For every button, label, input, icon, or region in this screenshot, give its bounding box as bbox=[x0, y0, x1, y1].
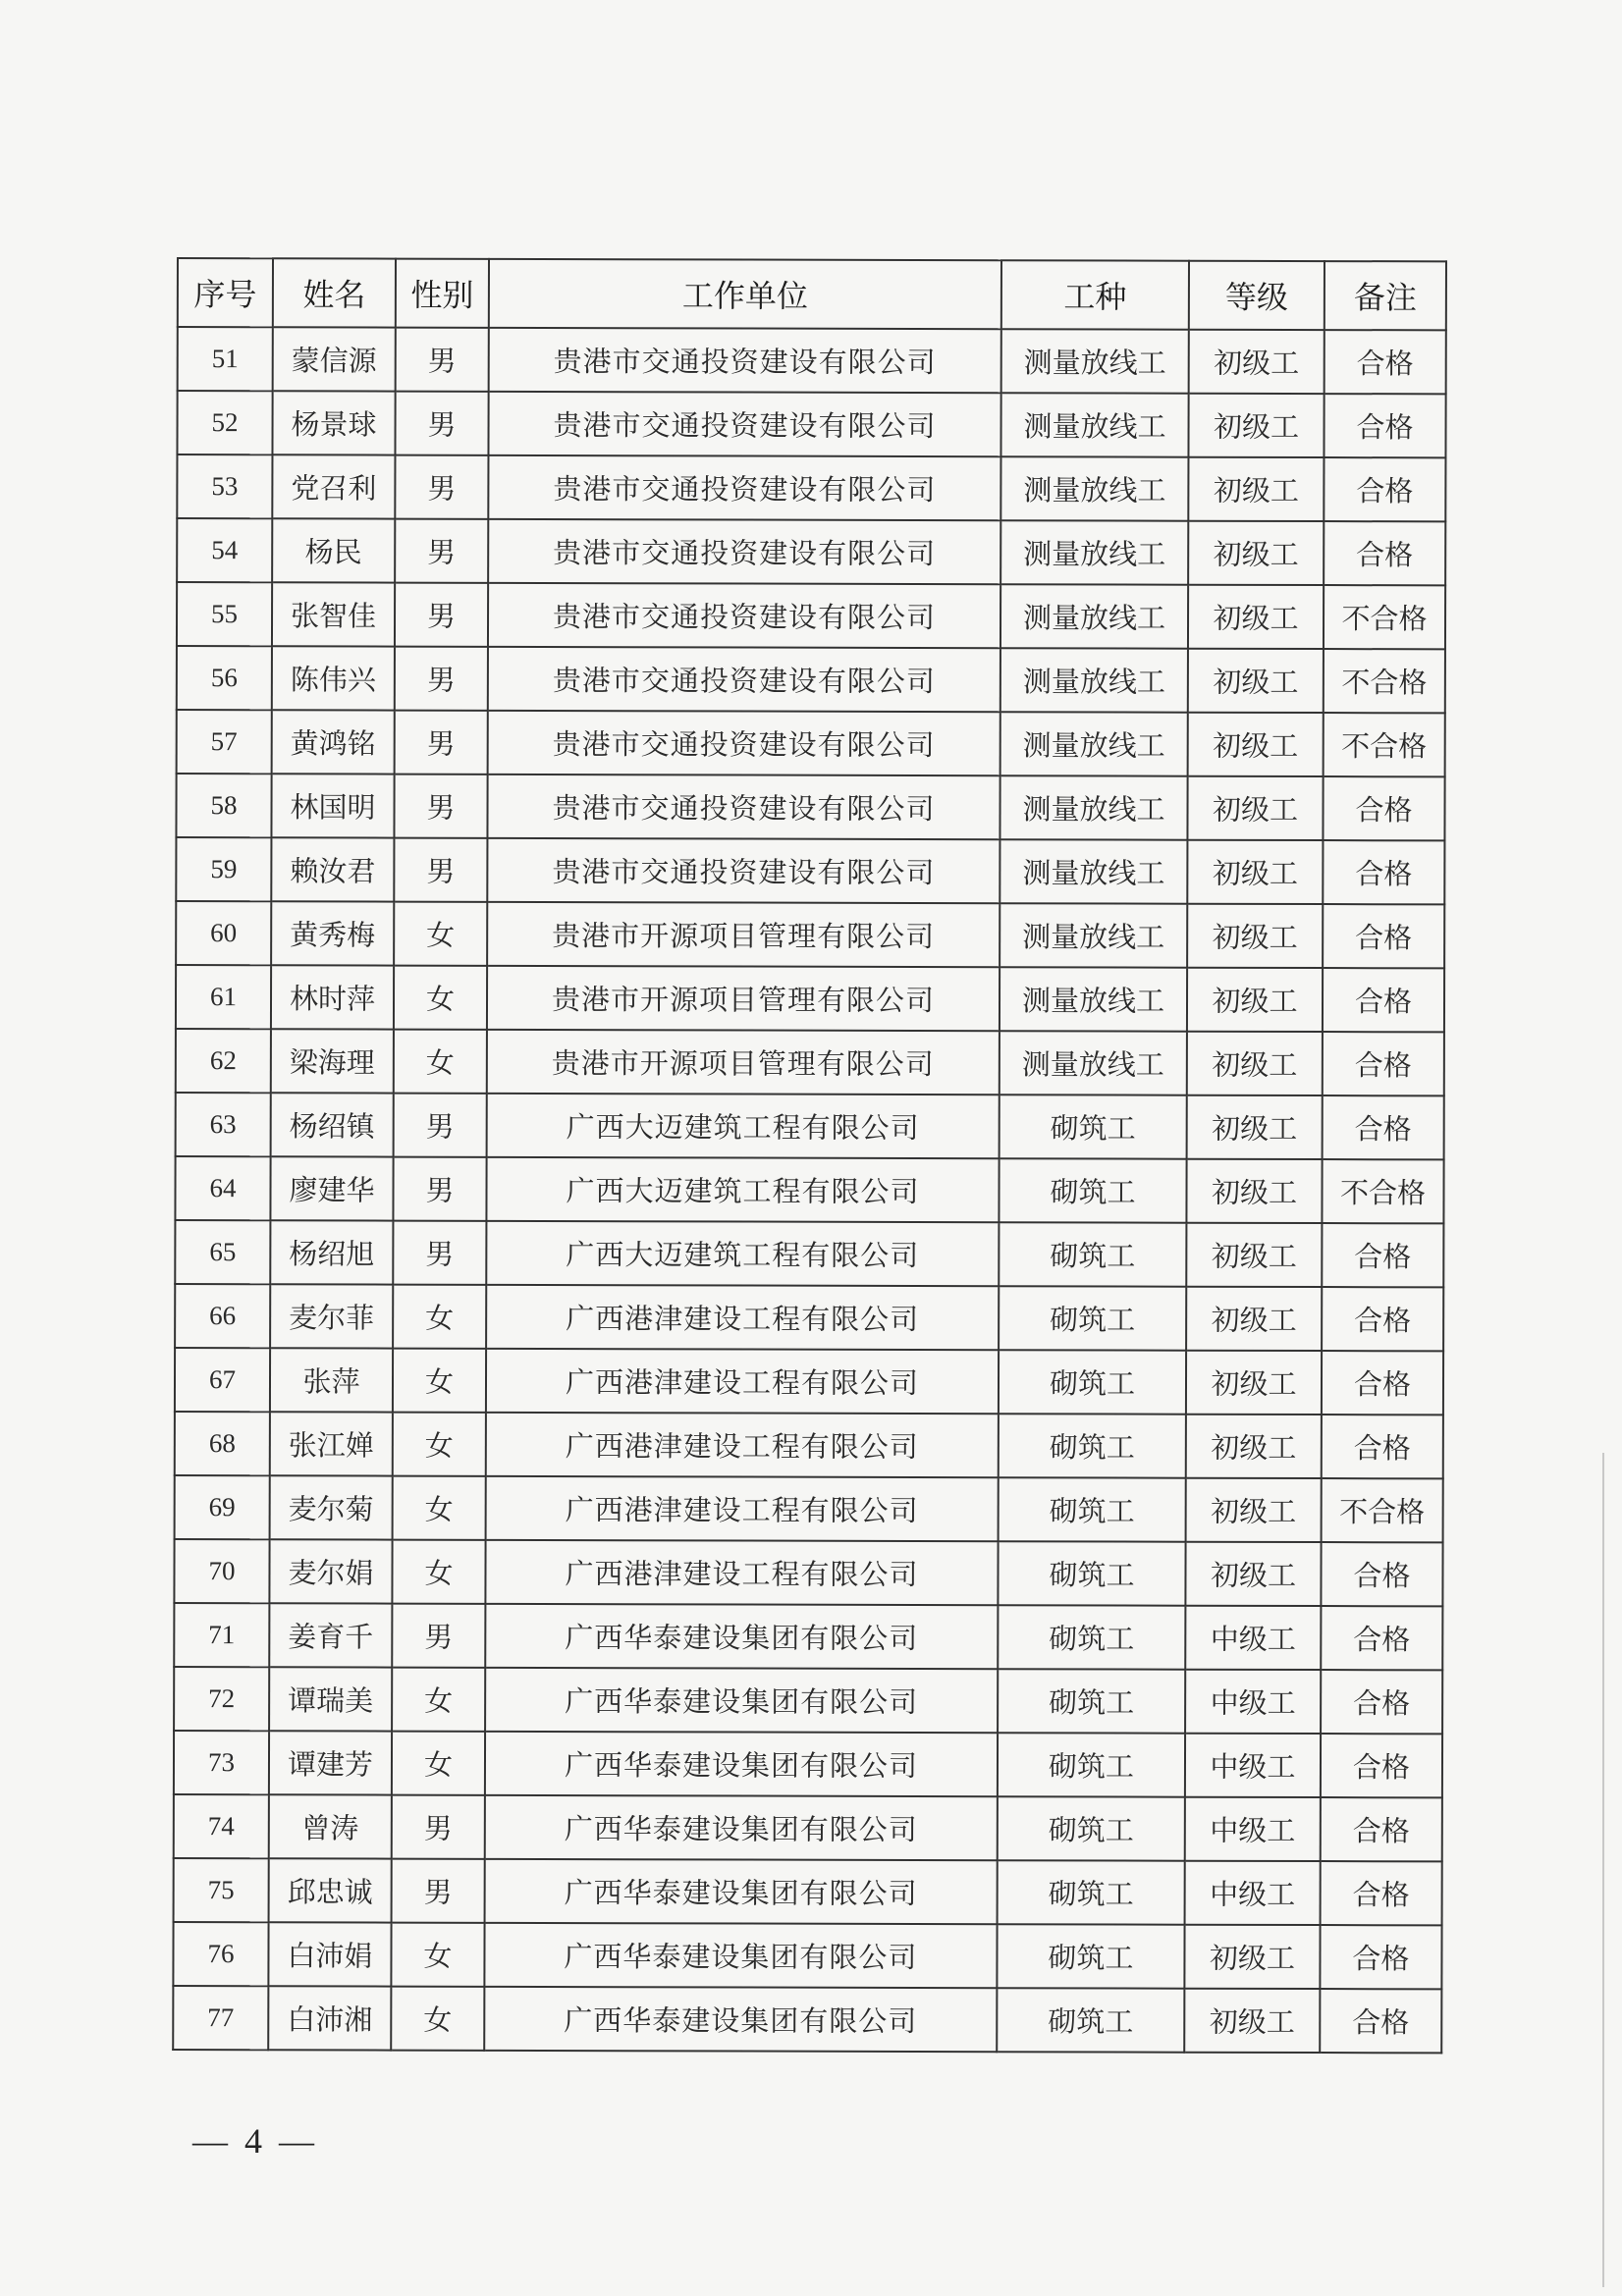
table-row bbox=[174, 1794, 1442, 1861]
cell-remark: 不合格 bbox=[1322, 1478, 1443, 1542]
cell-name: 梁海理 bbox=[271, 1029, 394, 1093]
table-row bbox=[173, 1986, 1441, 2053]
cell-employer: 广西大迈建筑工程有限公司 bbox=[487, 1094, 1000, 1158]
cell-employer: 广西港津建设工程有限公司 bbox=[486, 1413, 999, 1477]
cell-index: 68 bbox=[175, 1412, 270, 1475]
cell-name: 蒙信源 bbox=[273, 327, 396, 391]
table-row bbox=[176, 1029, 1444, 1095]
cell-gender: 男 bbox=[395, 455, 488, 519]
cell-remark: 合格 bbox=[1322, 1351, 1443, 1415]
cell-name: 白沛娟 bbox=[268, 1922, 391, 1986]
cell-gender: 男 bbox=[395, 392, 488, 455]
cell-remark: 合格 bbox=[1321, 1734, 1442, 1797]
cell-level: 初级工 bbox=[1186, 1415, 1322, 1478]
table-row bbox=[175, 1284, 1443, 1351]
cell-trade: 测量放线工 bbox=[1000, 839, 1187, 903]
table-row bbox=[174, 1667, 1442, 1734]
table-row bbox=[175, 1220, 1443, 1287]
cell-employer: 广西港津建设工程有限公司 bbox=[486, 1285, 999, 1350]
cell-employer: 广西华泰建设集团有限公司 bbox=[485, 1668, 998, 1733]
cell-remark: 合格 bbox=[1323, 1032, 1444, 1095]
cell-name: 黄鸿铭 bbox=[272, 710, 395, 774]
cell-level: 初级工 bbox=[1188, 457, 1324, 521]
cell-gender: 女 bbox=[394, 902, 487, 966]
cell-remark: 不合格 bbox=[1324, 585, 1445, 649]
cell-index: 70 bbox=[174, 1539, 269, 1603]
cell-employer: 贵港市开源项目管理有限公司 bbox=[487, 966, 1000, 1031]
cell-remark: 合格 bbox=[1324, 457, 1445, 521]
cell-level: 初级工 bbox=[1188, 649, 1324, 713]
cell-employer: 贵港市交通投资建设有限公司 bbox=[488, 711, 1000, 775]
cell-gender: 男 bbox=[394, 1094, 487, 1157]
cell-index: 73 bbox=[174, 1731, 269, 1794]
cell-index: 71 bbox=[174, 1603, 269, 1667]
cell-trade: 砌筑工 bbox=[999, 1222, 1186, 1286]
roster-table-container bbox=[172, 257, 1445, 2054]
cell-level: 初级工 bbox=[1186, 1159, 1322, 1223]
table-row bbox=[178, 327, 1446, 394]
cell-level: 初级工 bbox=[1187, 904, 1323, 968]
cell-index: 76 bbox=[173, 1922, 268, 1986]
cell-trade: 砌筑工 bbox=[1000, 1095, 1187, 1158]
cell-employer: 贵港市开源项目管理有限公司 bbox=[487, 902, 1000, 967]
cell-employer: 贵港市交通投资建设有限公司 bbox=[488, 647, 1000, 712]
cell-index: 72 bbox=[174, 1667, 269, 1731]
table-row bbox=[177, 454, 1445, 521]
cell-trade: 砌筑工 bbox=[997, 1988, 1184, 2052]
cell-remark: 合格 bbox=[1323, 776, 1444, 840]
cell-trade: 砌筑工 bbox=[999, 1414, 1186, 1477]
cell-gender: 男 bbox=[392, 1604, 485, 1668]
cell-employer: 广西华泰建设集团有限公司 bbox=[485, 1732, 998, 1796]
cell-index: 69 bbox=[175, 1475, 270, 1539]
cell-level: 初级工 bbox=[1184, 1989, 1320, 2053]
table-row bbox=[176, 1093, 1444, 1159]
cell-trade: 测量放线工 bbox=[1000, 1031, 1187, 1095]
table-body bbox=[173, 327, 1446, 2053]
cell-index: 53 bbox=[177, 454, 272, 518]
cell-trade: 测量放线工 bbox=[1000, 967, 1187, 1031]
cell-name: 麦尔菊 bbox=[270, 1475, 393, 1539]
cell-name: 麦尔菲 bbox=[270, 1284, 393, 1348]
header-remark: 备注 bbox=[1325, 261, 1446, 330]
cell-trade: 测量放线工 bbox=[1001, 329, 1189, 393]
cell-employer: 广西大迈建筑工程有限公司 bbox=[486, 1157, 999, 1222]
cell-remark: 合格 bbox=[1321, 1606, 1442, 1670]
cell-employer: 广西华泰建设集团有限公司 bbox=[484, 1923, 997, 1988]
cell-employer: 广西华泰建设集团有限公司 bbox=[485, 1604, 998, 1669]
cell-remark: 合格 bbox=[1320, 1925, 1441, 1989]
cell-name: 杨绍镇 bbox=[271, 1093, 394, 1156]
cell-name: 张萍 bbox=[270, 1348, 393, 1412]
cell-index: 67 bbox=[175, 1348, 270, 1412]
cell-gender: 男 bbox=[396, 328, 489, 392]
cell-level: 初级工 bbox=[1188, 713, 1324, 776]
cell-employer: 贵港市交通投资建设有限公司 bbox=[488, 392, 1000, 456]
cell-remark: 合格 bbox=[1322, 1415, 1443, 1478]
header-index: 序号 bbox=[178, 258, 273, 327]
cell-remark: 不合格 bbox=[1324, 713, 1445, 776]
cell-level: 初级工 bbox=[1185, 1542, 1321, 1606]
cell-name: 陈伟兴 bbox=[272, 646, 395, 710]
cell-level: 中级工 bbox=[1185, 1861, 1321, 1925]
cell-name: 邱忠诚 bbox=[269, 1858, 392, 1922]
cell-remark: 合格 bbox=[1325, 330, 1446, 394]
cell-gender: 女 bbox=[391, 1987, 484, 2051]
cell-gender: 男 bbox=[393, 1157, 486, 1221]
cell-index: 51 bbox=[178, 327, 273, 391]
cell-name: 党召利 bbox=[272, 454, 395, 518]
cell-name: 廖建华 bbox=[270, 1156, 393, 1220]
cell-employer: 贵港市交通投资建设有限公司 bbox=[488, 519, 1000, 584]
cell-gender: 男 bbox=[395, 583, 488, 647]
cell-gender: 男 bbox=[393, 1221, 486, 1285]
cell-name: 姜育千 bbox=[269, 1603, 392, 1667]
cell-level: 初级工 bbox=[1187, 1032, 1323, 1095]
cell-name: 杨民 bbox=[272, 518, 395, 582]
cell-index: 55 bbox=[177, 582, 272, 646]
cell-employer: 贵港市开源项目管理有限公司 bbox=[487, 1030, 1000, 1095]
cell-gender: 女 bbox=[393, 1349, 486, 1413]
cell-trade: 砌筑工 bbox=[998, 1796, 1185, 1860]
cell-trade: 砌筑工 bbox=[998, 1541, 1185, 1605]
cell-trade: 测量放线工 bbox=[1000, 393, 1188, 456]
cell-name: 谭建芳 bbox=[269, 1731, 392, 1794]
cell-remark: 合格 bbox=[1323, 968, 1444, 1032]
cell-gender: 男 bbox=[395, 647, 488, 711]
cell-index: 59 bbox=[176, 837, 271, 901]
cell-trade: 砌筑工 bbox=[999, 1158, 1186, 1222]
page-number: — 4 — bbox=[192, 2121, 318, 2161]
header-gender: 性别 bbox=[396, 259, 489, 328]
cell-trade: 砌筑工 bbox=[999, 1477, 1186, 1541]
cell-trade: 砌筑工 bbox=[998, 1860, 1185, 1924]
table-row bbox=[176, 901, 1444, 968]
cell-gender: 女 bbox=[392, 1732, 485, 1795]
cell-gender: 女 bbox=[392, 1668, 485, 1732]
cell-employer: 贵港市交通投资建设有限公司 bbox=[487, 774, 1000, 839]
cell-index: 64 bbox=[175, 1156, 270, 1220]
cell-remark: 不合格 bbox=[1324, 649, 1445, 713]
cell-name: 杨绍旭 bbox=[270, 1220, 393, 1284]
cell-employer: 贵港市交通投资建设有限公司 bbox=[489, 328, 1001, 393]
cell-level: 初级工 bbox=[1186, 1478, 1322, 1542]
cell-level: 初级工 bbox=[1184, 1925, 1320, 1989]
cell-level: 初级工 bbox=[1188, 394, 1324, 457]
cell-index: 54 bbox=[177, 518, 272, 582]
cell-gender: 男 bbox=[392, 1795, 485, 1859]
cell-trade: 测量放线工 bbox=[1000, 648, 1188, 712]
cell-remark: 合格 bbox=[1322, 1223, 1443, 1287]
cell-remark: 合格 bbox=[1321, 1542, 1442, 1606]
header-level: 等级 bbox=[1189, 261, 1325, 330]
cell-employer: 广西港津建设工程有限公司 bbox=[485, 1540, 998, 1605]
cell-gender: 女 bbox=[394, 1030, 487, 1094]
cell-gender: 女 bbox=[394, 966, 487, 1030]
cell-gender: 男 bbox=[395, 519, 488, 583]
cell-level: 初级工 bbox=[1188, 585, 1324, 649]
table-row bbox=[174, 1539, 1442, 1606]
table-header-row bbox=[178, 258, 1446, 330]
cell-trade: 砌筑工 bbox=[998, 1669, 1185, 1733]
cell-name: 林时萍 bbox=[271, 965, 394, 1029]
cell-trade: 测量放线工 bbox=[1000, 775, 1187, 839]
cell-gender: 女 bbox=[393, 1413, 486, 1476]
table-row bbox=[177, 710, 1445, 776]
cell-level: 初级工 bbox=[1186, 1287, 1322, 1351]
cell-level: 初级工 bbox=[1189, 330, 1325, 394]
cell-level: 初级工 bbox=[1187, 968, 1323, 1032]
cell-name: 黄秀梅 bbox=[271, 901, 394, 965]
cell-gender: 男 bbox=[394, 774, 487, 838]
table-row bbox=[174, 1603, 1442, 1670]
cell-name: 谭瑞美 bbox=[269, 1667, 392, 1731]
cell-trade: 测量放线工 bbox=[1000, 584, 1188, 648]
cell-remark: 合格 bbox=[1320, 1989, 1441, 2053]
table-row bbox=[175, 1475, 1443, 1542]
table-row bbox=[173, 1922, 1441, 1989]
cell-level: 初级工 bbox=[1187, 1095, 1323, 1159]
cell-name: 张江婵 bbox=[270, 1412, 393, 1475]
table-row bbox=[174, 1858, 1442, 1925]
cell-name: 赖汝君 bbox=[271, 837, 394, 901]
cell-employer: 贵港市交通投资建设有限公司 bbox=[487, 838, 1000, 903]
cell-name: 杨景球 bbox=[272, 391, 395, 454]
cell-index: 62 bbox=[176, 1029, 271, 1093]
cell-name: 林国明 bbox=[271, 774, 394, 837]
cell-index: 58 bbox=[176, 774, 271, 837]
cell-trade: 砌筑工 bbox=[999, 1286, 1186, 1350]
cell-gender: 男 bbox=[392, 1859, 485, 1923]
cell-index: 56 bbox=[177, 646, 272, 710]
cell-trade: 砌筑工 bbox=[998, 1605, 1185, 1669]
cell-level: 初级工 bbox=[1186, 1223, 1322, 1287]
roster-table bbox=[172, 257, 1447, 2054]
table-row bbox=[176, 774, 1444, 840]
table-row bbox=[177, 518, 1445, 585]
cell-employer: 贵港市交通投资建设有限公司 bbox=[488, 455, 1000, 520]
cell-remark: 合格 bbox=[1323, 840, 1444, 904]
cell-employer: 广西港津建设工程有限公司 bbox=[486, 1476, 999, 1541]
cell-employer: 广西华泰建设集团有限公司 bbox=[485, 1795, 998, 1860]
cell-index: 65 bbox=[175, 1220, 270, 1284]
cell-remark: 合格 bbox=[1324, 521, 1445, 585]
header-name: 姓名 bbox=[273, 258, 396, 327]
cell-index: 74 bbox=[174, 1794, 269, 1858]
header-employer: 工作单位 bbox=[489, 259, 1001, 329]
cell-gender: 女 bbox=[391, 1923, 484, 1987]
cell-level: 初级工 bbox=[1187, 776, 1323, 840]
cell-index: 63 bbox=[176, 1093, 271, 1156]
scan-edge-line bbox=[1602, 1453, 1604, 2287]
table-row bbox=[175, 1156, 1443, 1223]
cell-employer: 广西港津建设工程有限公司 bbox=[486, 1349, 999, 1414]
cell-name: 白沛湘 bbox=[268, 1986, 391, 2050]
cell-index: 52 bbox=[177, 391, 272, 454]
cell-name: 麦尔娟 bbox=[269, 1539, 392, 1603]
table-row bbox=[174, 1731, 1442, 1797]
table-row bbox=[177, 646, 1445, 713]
cell-trade: 砌筑工 bbox=[998, 1733, 1185, 1796]
cell-gender: 女 bbox=[393, 1285, 486, 1349]
cell-remark: 合格 bbox=[1321, 1797, 1442, 1861]
cell-remark: 合格 bbox=[1323, 1095, 1444, 1159]
cell-employer: 广西华泰建设集团有限公司 bbox=[484, 1987, 997, 2052]
cell-gender: 女 bbox=[393, 1476, 486, 1540]
cell-remark: 合格 bbox=[1322, 1287, 1443, 1351]
table-row bbox=[175, 1412, 1443, 1478]
cell-index: 57 bbox=[177, 710, 272, 774]
header-trade: 工种 bbox=[1001, 260, 1189, 329]
cell-remark: 合格 bbox=[1321, 1861, 1442, 1925]
table-row bbox=[175, 1348, 1443, 1415]
cell-trade: 测量放线工 bbox=[1000, 456, 1188, 520]
cell-level: 初级工 bbox=[1187, 840, 1323, 904]
cell-trade: 测量放线工 bbox=[1000, 712, 1188, 775]
cell-level: 初级工 bbox=[1188, 521, 1324, 585]
cell-gender: 女 bbox=[392, 1540, 485, 1604]
cell-remark: 不合格 bbox=[1322, 1159, 1443, 1223]
table-row bbox=[177, 582, 1445, 649]
cell-level: 中级工 bbox=[1185, 1734, 1321, 1797]
cell-gender: 男 bbox=[395, 711, 488, 774]
cell-gender: 男 bbox=[394, 838, 487, 902]
cell-level: 初级工 bbox=[1186, 1351, 1322, 1415]
cell-employer: 贵港市交通投资建设有限公司 bbox=[488, 583, 1000, 648]
cell-level: 中级工 bbox=[1185, 1606, 1321, 1670]
cell-index: 66 bbox=[175, 1284, 270, 1348]
cell-trade: 测量放线工 bbox=[1000, 903, 1187, 967]
cell-trade: 测量放线工 bbox=[1000, 520, 1188, 584]
cell-remark: 合格 bbox=[1321, 1670, 1442, 1734]
cell-index: 75 bbox=[174, 1858, 269, 1922]
cell-remark: 合格 bbox=[1323, 904, 1444, 968]
cell-index: 77 bbox=[173, 1986, 268, 2050]
cell-name: 张智佳 bbox=[272, 582, 395, 646]
cell-trade: 砌筑工 bbox=[997, 1924, 1184, 1988]
table-row bbox=[176, 965, 1444, 1032]
cell-trade: 砌筑工 bbox=[999, 1350, 1186, 1414]
cell-name: 曾涛 bbox=[269, 1794, 392, 1858]
cell-level: 中级工 bbox=[1185, 1797, 1321, 1861]
cell-employer: 广西华泰建设集团有限公司 bbox=[485, 1859, 998, 1924]
cell-index: 60 bbox=[176, 901, 271, 965]
cell-employer: 广西大迈建筑工程有限公司 bbox=[486, 1221, 999, 1286]
cell-remark: 合格 bbox=[1324, 394, 1445, 457]
cell-index: 61 bbox=[176, 965, 271, 1029]
table-row bbox=[176, 837, 1444, 904]
table-row bbox=[177, 391, 1445, 457]
cell-level: 中级工 bbox=[1185, 1670, 1321, 1734]
